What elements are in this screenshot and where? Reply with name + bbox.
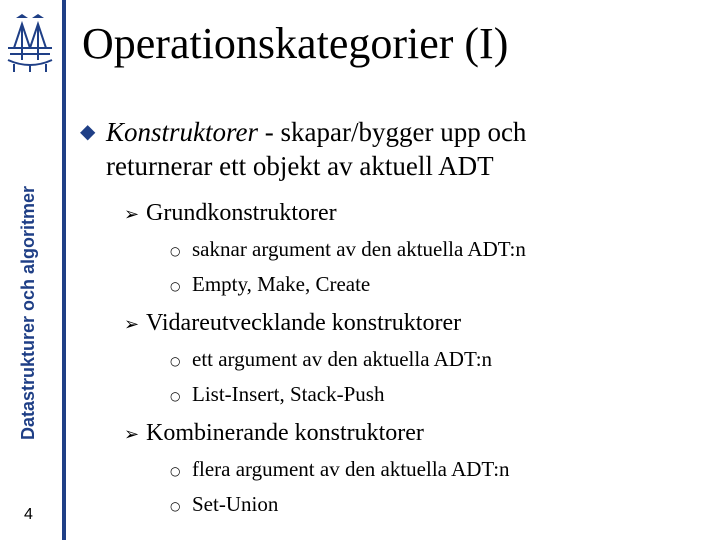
circle-bullet-icon: ○ [170,354,181,369]
circle-bullet-icon: ○ [170,244,181,259]
sub-bullet [124,309,461,339]
list-item-text: saknar argument av den aktuella ADT:n [192,237,526,261]
list-item-text: ett argument av den aktuella ADT:n [192,347,493,371]
bullet-term: Konstruktorer [106,117,259,147]
list-item-text: Set-Union [192,492,279,516]
list-item [170,491,278,519]
circle-bullet-icon: ○ [170,464,181,479]
list-item [170,381,384,409]
sub-bullet [124,199,337,229]
arrow-bullet-icon: ➢ [124,204,140,225]
diamond-bullet-icon: ◆ [80,121,96,143]
list-item-text: List-Insert, Stack-Push [192,382,385,406]
list-item [170,236,526,264]
page-number: 4 [24,506,33,523]
sub-bullet-label: Kombinerande konstruktorer [146,420,424,446]
course-title: Datastrukturer och algoritmer [18,185,38,440]
bullet-text-line2: returnerar ett objekt av aktuell ADT [106,151,494,181]
list-item-text: flera argument av den aktuella ADT:n [192,457,510,481]
circle-bullet-icon: ○ [170,389,181,404]
bullet-text-line1: - skapar/bygger upp och [258,117,527,147]
arrow-bullet-icon: ➢ [124,314,140,335]
slide-title: Operationskategorier (I) [82,19,509,68]
circle-bullet-icon: ○ [170,279,181,294]
list-item [170,346,492,374]
sidebar-divider [62,0,66,540]
sub-bullet-label: Grundkonstruktorer [146,200,337,226]
main-bullet [80,115,700,183]
list-item [170,271,370,299]
circle-bullet-icon: ○ [170,499,181,514]
sub-bullet [124,419,424,449]
sidebar [0,0,62,540]
arrow-bullet-icon: ➢ [124,424,140,445]
list-item [170,456,510,484]
list-item-text: Empty, Make, Create [192,272,371,296]
sub-bullet-label: Vidareutvecklande konstruktorer [146,310,462,336]
